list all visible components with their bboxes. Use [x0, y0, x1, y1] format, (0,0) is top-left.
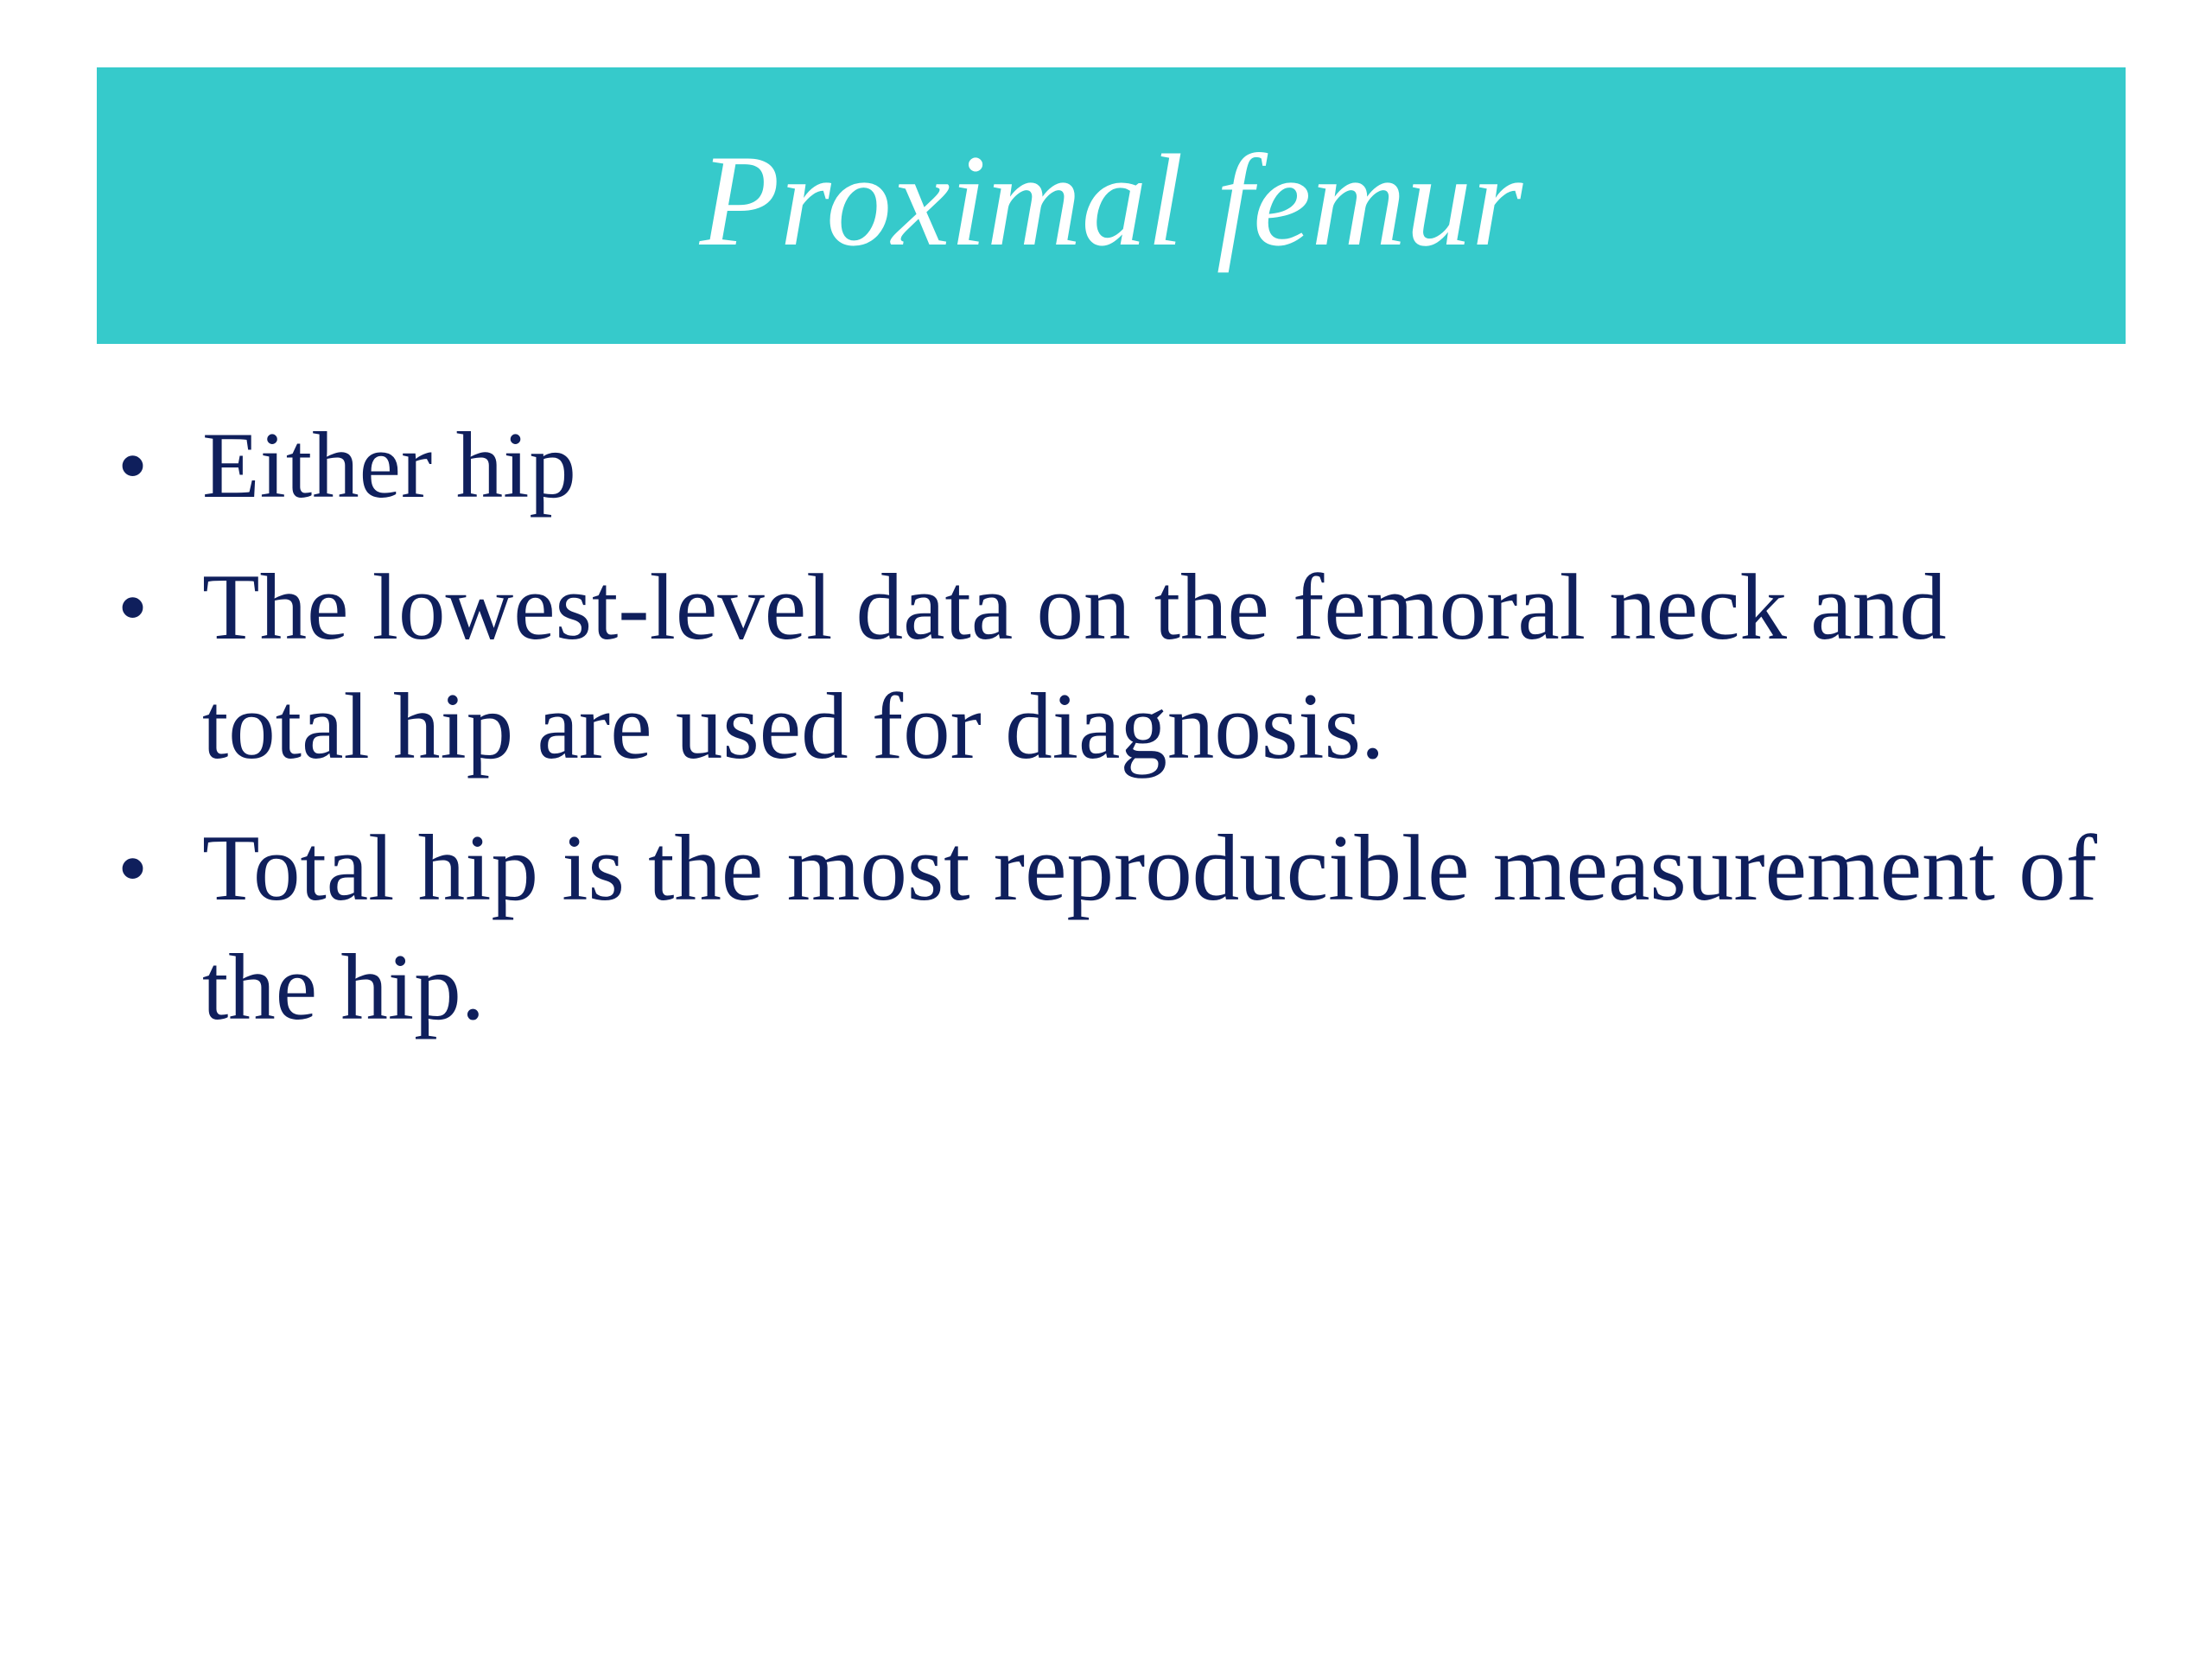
title-banner	[97, 67, 2126, 344]
bullet-text: The lowest-level data on the femoral neck and total hip are used for diagnosis.	[202, 555, 1947, 779]
bullet-item	[118, 809, 2105, 1047]
bullet-icon: •	[118, 417, 149, 513]
bullet-item	[118, 548, 2105, 786]
bullet-list	[118, 406, 2105, 1070]
bullet-text: Either hip	[202, 413, 576, 518]
bullet-text: Total hip is the most reproducible measurement of the hip.	[202, 816, 2097, 1039]
bullet-icon: •	[118, 820, 149, 916]
bullet-icon: •	[118, 559, 149, 655]
bullet-item	[118, 406, 2105, 525]
slide-title: Proximal femur	[699, 128, 1523, 273]
